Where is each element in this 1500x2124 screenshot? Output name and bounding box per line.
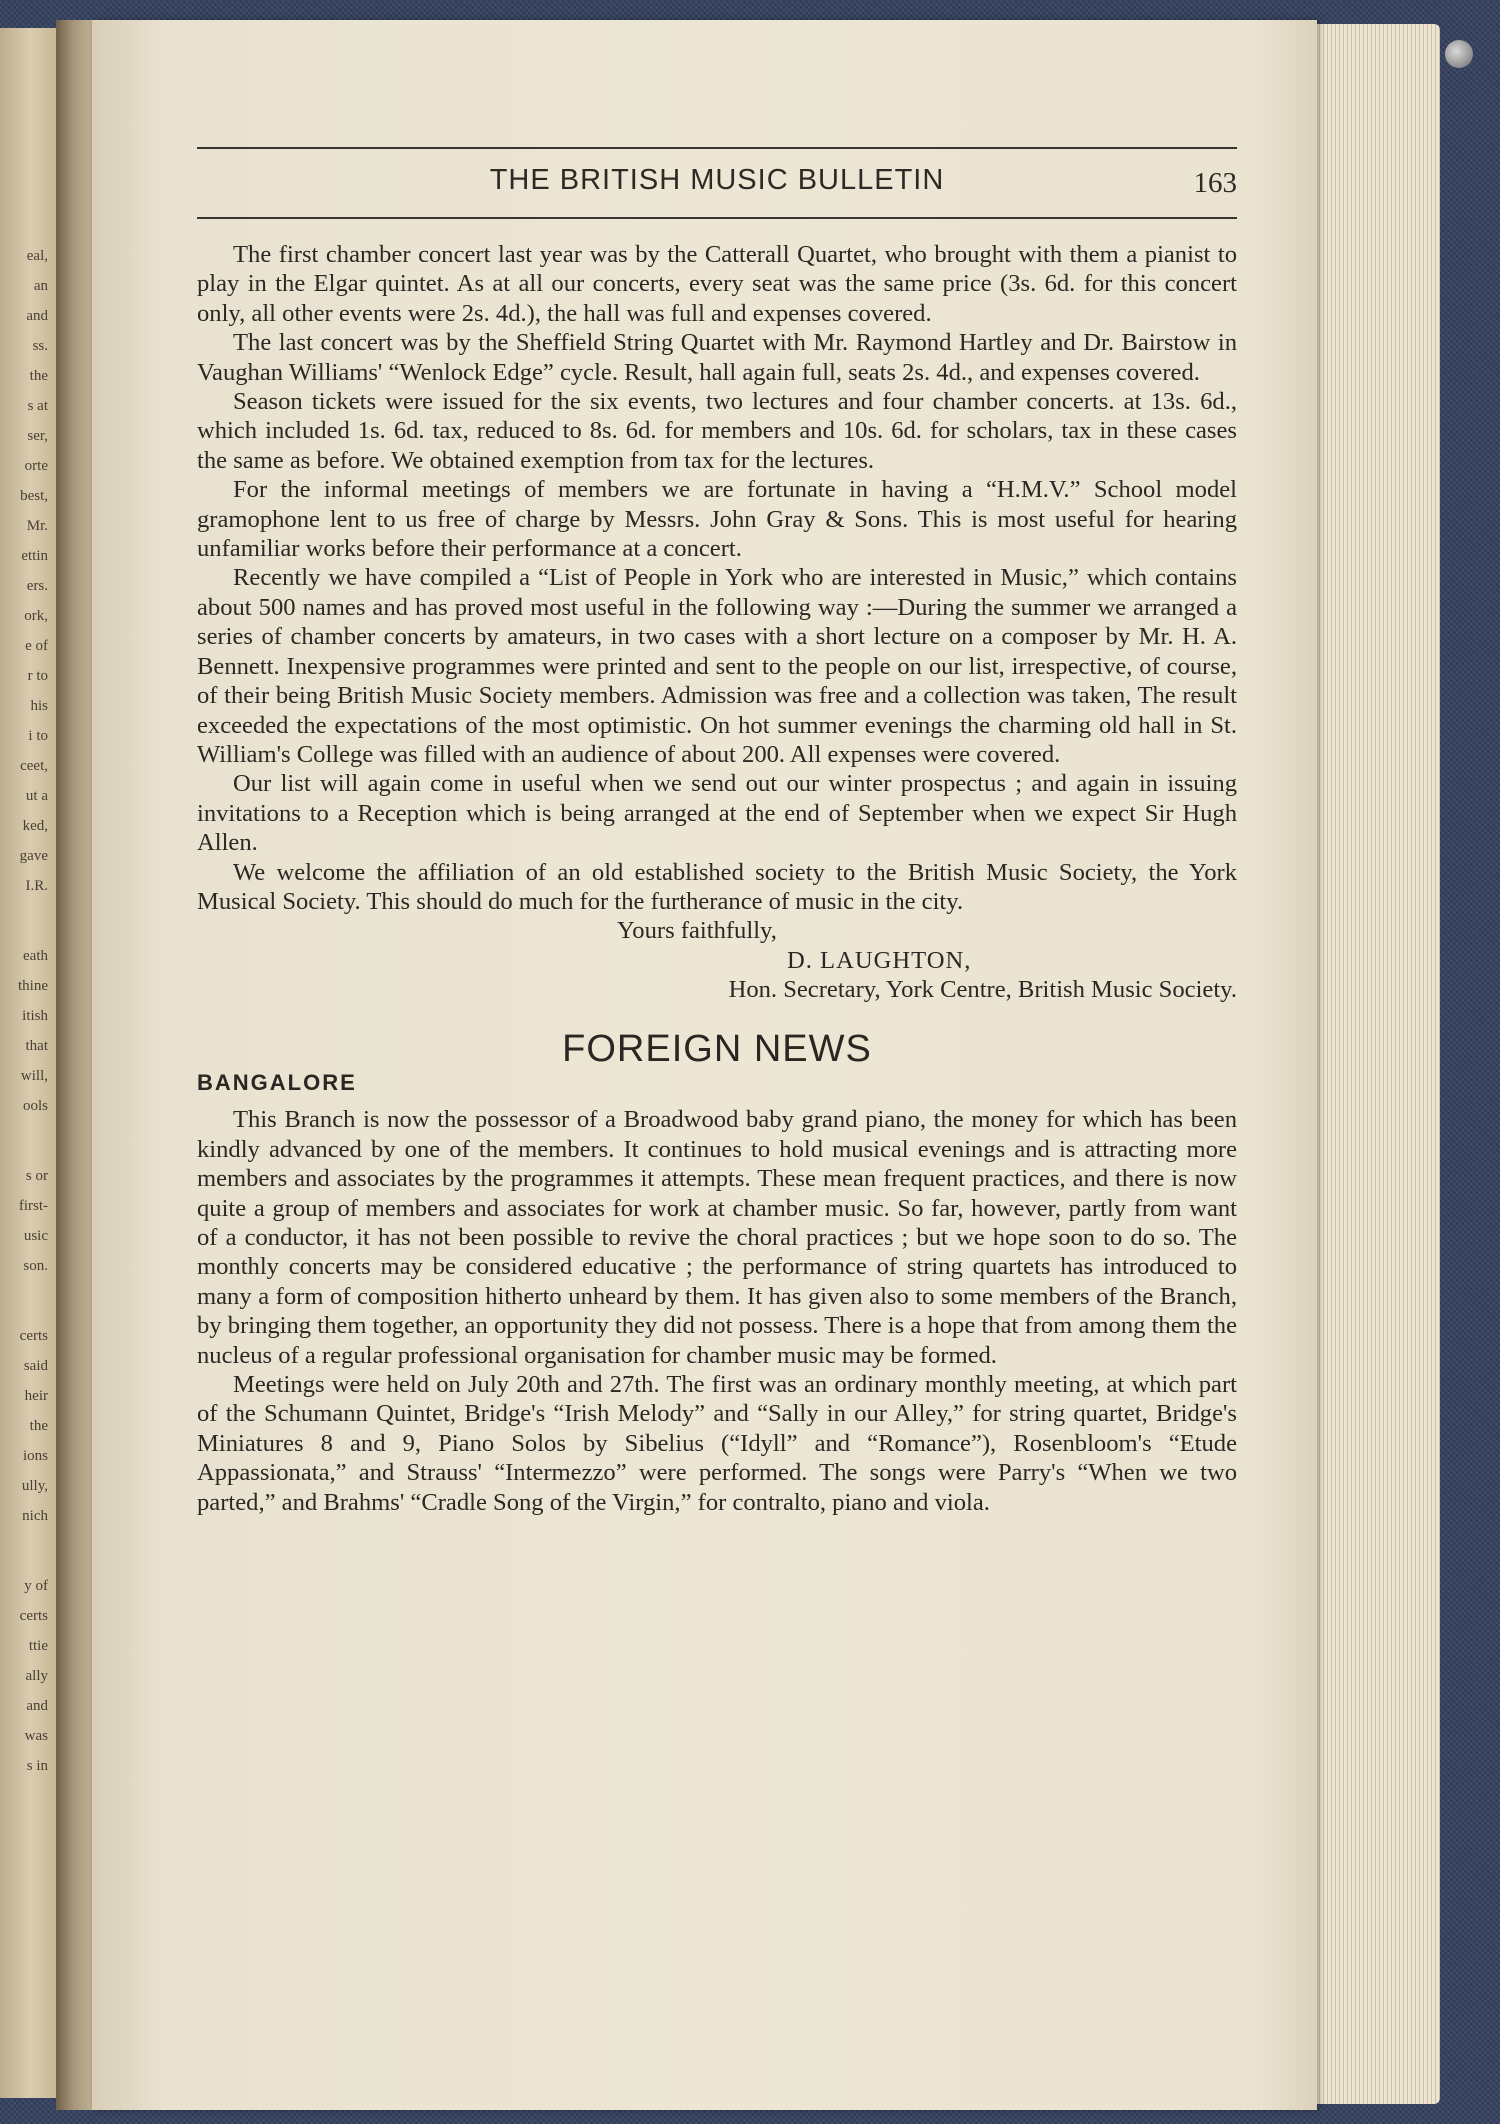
header-rule-bottom xyxy=(197,217,1237,219)
left-page-fragment: e of xyxy=(25,638,48,654)
left-page-fragment: ceet, xyxy=(20,758,48,774)
letter-paragraph: Our list will again come in useful when we send out our winter prospectus ; and again in issuing invitations to a Reception which is being arranged at the end of September when we expect Sir Hugh Allen. xyxy=(197,770,1237,857)
left-page-fragment: said xyxy=(23,1358,48,1374)
letter-signoff xyxy=(197,916,1237,1004)
article-body xyxy=(197,240,1237,1517)
left-page-fragment: ser, xyxy=(27,428,48,444)
left-page-fragment: orte xyxy=(24,458,48,474)
left-page-fragment: first- xyxy=(18,1198,48,1214)
letter-paragraph: For the informal meetings of members we are fortunate in having a “H.M.V.” School model gramophone lent to us free of charge by Messrs. John Gray & Sons. This is most useful for hearing unfamiliar works before their performance at a concert. xyxy=(197,476,1237,563)
left-page-fragment: r to xyxy=(27,668,48,684)
left-page-fragment: ions xyxy=(22,1448,48,1464)
left-page-fragment: itish xyxy=(22,1008,48,1024)
letter xyxy=(197,240,1237,1005)
left-page-fragment: Mr. xyxy=(26,518,48,534)
closing: Yours faithfully, xyxy=(617,917,777,945)
left-page-fragment: best, xyxy=(20,488,48,504)
left-page-fragment: ss. xyxy=(32,338,48,354)
left-page-fragment: the xyxy=(29,1418,48,1434)
left-page-fragment: ttie xyxy=(28,1638,48,1654)
left-page-fragment: ers. xyxy=(26,578,48,594)
journal-title: THE BRITISH MUSIC BULLETIN xyxy=(489,164,945,196)
signature: D. LAUGHTON, xyxy=(787,946,972,974)
section-subheading: BANGALORE xyxy=(197,1069,357,1095)
section-heading: FOREIGN NEWS xyxy=(562,1027,872,1070)
left-page-fragment: s or xyxy=(25,1168,48,1184)
left-page-fragment: ettin xyxy=(21,548,48,564)
left-page-fragment: ked, xyxy=(22,818,48,834)
left-page-fragment: his xyxy=(30,698,48,714)
news-paragraph: Meetings were held on July 20th and 27th. The first was an ordinary monthly meeting, at which part of the Schumann Quintet, Bridge's “Irish Melody” and “Sally in our Alley,” for string quartet, Bridge's Miniatures 8 and 9, Piano Solos by Sibelius (“Idyll” and “Romance”), Rosenbloom's “Etude Appassionata,” and Strauss' “Intermezzo” were performed. The songs were Parry's “When we two parted,” and Brahms' “Cradle Song of the Virgin,” for contralto, piano and viola. xyxy=(197,1371,1237,1516)
left-page-fragment: nich xyxy=(22,1508,48,1524)
left-page-fragment: certs xyxy=(19,1608,48,1624)
left-page-fragment: and xyxy=(26,1698,48,1714)
left-page-fragment: s in xyxy=(26,1758,48,1774)
left-page-fragment: usic xyxy=(23,1228,48,1244)
left-page-fragment: the xyxy=(29,368,48,384)
left-page-fragment: ools xyxy=(22,1098,48,1114)
left-page-fragment: ally xyxy=(25,1668,48,1684)
left-page-fragment: that xyxy=(25,1038,48,1054)
foreign-news-body xyxy=(197,1105,1237,1517)
left-page-fragment: was xyxy=(24,1728,48,1744)
header-rule-top xyxy=(197,147,1237,149)
right-page xyxy=(92,20,1317,2110)
left-page-fragment: an xyxy=(33,278,48,294)
left-page-edge xyxy=(0,28,58,2098)
left-page-fragment: son. xyxy=(23,1258,48,1274)
left-page-fragment: ully, xyxy=(21,1478,48,1494)
left-page-fragment: s at xyxy=(27,398,48,414)
left-page-fragment: gave xyxy=(19,848,48,864)
letter-paragraph: Season tickets were issued for the six events, two lectures and four chamber concerts. at 13s. 6d., which included 1s. 6d. tax, reduced to 8s. 6d. for members and 10s. 6d. for scholars, tax in these cases the same as before. We obtained exemption from tax for the lectures. xyxy=(197,388,1237,474)
left-page-fragment: heir xyxy=(24,1388,48,1404)
left-page-fragment: certs xyxy=(19,1328,48,1344)
left-page-fragment: thine xyxy=(18,978,48,994)
signature-title: Hon. Secretary, York Centre, British Music Society. xyxy=(728,976,1237,1004)
left-page-fragment: will, xyxy=(20,1068,48,1084)
news-paragraph: This Branch is now the possessor of a Broadwood baby grand piano, the money for which has been kindly advanced by one of the members. It continues to hold musical evenings and is attracting more members and associates by the programmes it attempts. These mean frequent practices, and there is now quite a group of members and associates for work at chamber music. So far, however, partly from want of a conductor, it has not been possible to revive the choral practices ; but we hope soon to do so. The monthly concerts may be considered educative ; the performance of string quartets has introduced to many a form of composition hitherto unheard by them. It has given also to some members of the Branch, by bringing them together, an opportunity they did not possess. There is a hope that from among them the nucleus of a regular professional organisation for chamber music may be formed. xyxy=(197,1106,1237,1369)
left-page-fragment: eal, xyxy=(26,248,48,264)
left-page-fragment: ut a xyxy=(25,788,48,804)
left-page-fragment: eath xyxy=(23,948,48,964)
left-page-fragment: and xyxy=(26,308,48,324)
left-page-fragment: y of xyxy=(24,1578,48,1594)
left-page-fragment: I.R. xyxy=(25,878,48,894)
letter-paragraph: The last concert was by the Sheffield String Quartet with Mr. Raymond Hartley and Dr. Bairstow in Vaughan Williams' “Wenlock Edge” cycle. Result, hall again full, seats 2s. 4d., and expenses covered. xyxy=(197,329,1237,386)
letter-paragraph: The first chamber concert last year was by the Catterall Quartet, who brought with them a pianist to play in the Elgar quintet. As at all our concerts, every seat was the same price (3s. 6d. for this concert only, all other events were 2s. 4d.), the hall was full and expenses covered. xyxy=(197,241,1237,327)
page-number: 163 xyxy=(1193,167,1237,199)
letter-paragraph: We welcome the affiliation of an old established society to the British Music Society, the York Musical Society. This should do much for the furtherance of music in the city. xyxy=(197,858,1237,915)
left-page-fragment: i to xyxy=(28,728,48,744)
page-block-edges xyxy=(1300,24,1440,2104)
clasp-icon xyxy=(1445,40,1473,68)
letter-paragraph: Recently we have compiled a “List of People in York who are interested in Music,” which contains about 500 names and has proved most useful in the following way :—During the summer we arranged a series of chamber concerts by amateurs, in two cases with a short lecture on a composer by Mr. H. A. Bennett. Inexpensive programmes were printed and sent to the people on our list, irrespective, of course, of their being British Music Society members. Admission was free and a collection was taken, The result exceeded the expectations of the most optimistic. On hot summer evenings the charming old hall in St. William's College was filled with an audience of about 200. All expenses were covered. xyxy=(197,564,1237,768)
left-page-fragment: ork, xyxy=(24,608,48,624)
running-head xyxy=(197,147,1237,227)
